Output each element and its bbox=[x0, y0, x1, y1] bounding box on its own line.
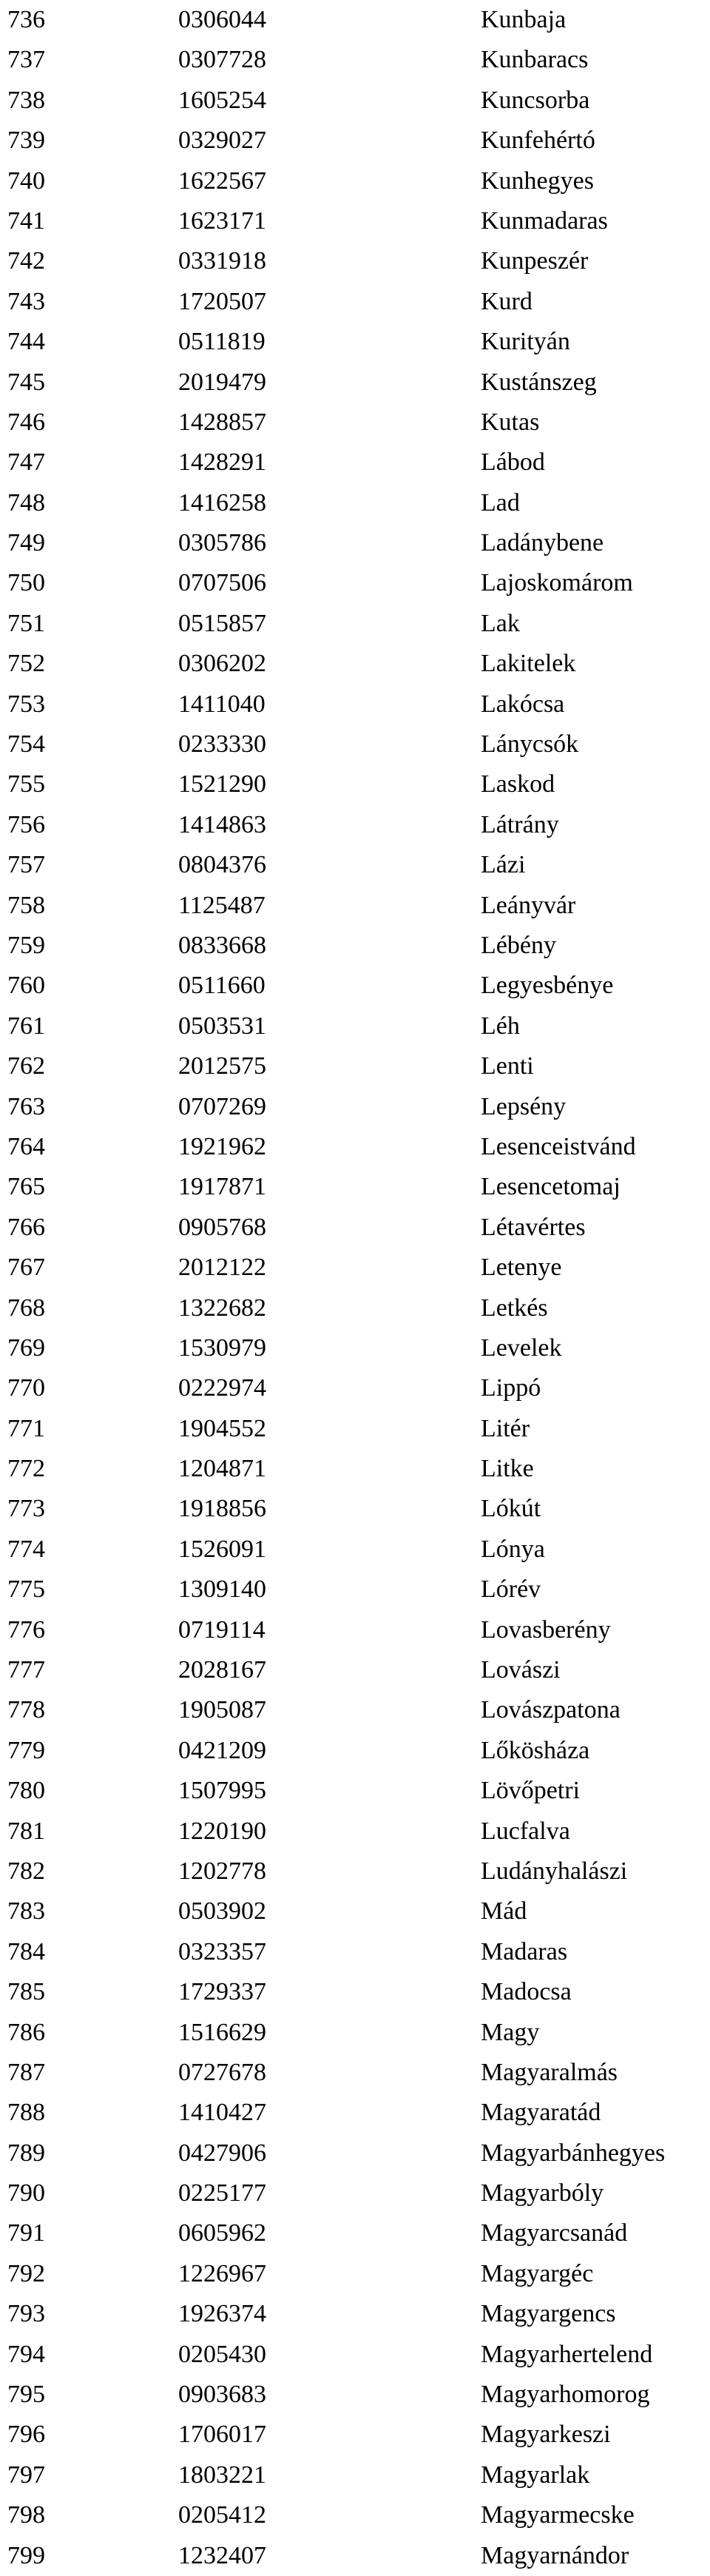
settlement-code: 1623171 bbox=[178, 206, 266, 235]
settlement-code: 1202778 bbox=[178, 1857, 266, 1885]
settlement-name: Kunbaracs bbox=[481, 46, 589, 74]
settlement-name: Kunbaja bbox=[481, 6, 567, 33]
list-row bbox=[0, 2536, 710, 2576]
settlement-code: 2028167 bbox=[178, 1656, 266, 1684]
row-number: 765 bbox=[7, 1173, 45, 1201]
settlement-name: Magyargéc bbox=[481, 2259, 594, 2287]
settlement-code: 1410427 bbox=[178, 2099, 266, 2127]
row-number: 789 bbox=[7, 2139, 45, 2167]
settlement-name: Madocsa bbox=[481, 1978, 572, 2006]
list-row bbox=[0, 2415, 710, 2455]
settlement-name: Lippó bbox=[481, 1374, 541, 1402]
settlement-name: Mád bbox=[481, 1897, 527, 1926]
settlement-name: Lónya bbox=[481, 1535, 545, 1563]
settlement-code: 1905087 bbox=[178, 1696, 266, 1724]
settlement-code: 1526091 bbox=[178, 1535, 266, 1563]
row-number: 772 bbox=[7, 1455, 45, 1483]
row-number: 778 bbox=[7, 1696, 45, 1724]
settlement-code: 1926374 bbox=[178, 2300, 266, 2328]
settlement-name: Kunfehértó bbox=[481, 127, 595, 155]
row-number: 742 bbox=[7, 247, 45, 275]
settlement-code: 1428857 bbox=[178, 408, 266, 436]
list-row bbox=[0, 1852, 710, 1891]
settlement-code: 0329027 bbox=[178, 127, 266, 155]
list-row bbox=[0, 1409, 710, 1449]
row-number: 750 bbox=[7, 569, 45, 597]
settlement-name: Letkés bbox=[481, 1294, 548, 1322]
settlement-code: 1904552 bbox=[178, 1414, 266, 1442]
settlement-code: 1917871 bbox=[178, 1173, 266, 1201]
row-number: 753 bbox=[7, 690, 45, 718]
settlement-name: Magy bbox=[481, 2018, 540, 2046]
row-number: 799 bbox=[7, 2541, 45, 2569]
settlement-name: Lucfalva bbox=[481, 1817, 570, 1845]
settlement-name: Lébény bbox=[481, 931, 556, 959]
settlement-code: 1220190 bbox=[178, 1817, 266, 1845]
list-row bbox=[0, 1489, 710, 1529]
list-row bbox=[0, 2375, 710, 2415]
settlement-code: 0503531 bbox=[178, 1012, 266, 1040]
settlement-code: 2012575 bbox=[178, 1052, 266, 1080]
list-row bbox=[0, 1530, 710, 1570]
row-number: 774 bbox=[7, 1535, 45, 1563]
row-number: 758 bbox=[7, 891, 45, 919]
settlement-name: Magyarbánhegyes bbox=[481, 2139, 666, 2167]
list-row bbox=[0, 604, 710, 644]
row-number: 795 bbox=[7, 2381, 45, 2409]
list-row bbox=[0, 2013, 710, 2053]
row-number: 781 bbox=[7, 1817, 45, 1845]
settlement-code: 2019479 bbox=[178, 368, 266, 396]
list-row bbox=[0, 2173, 710, 2213]
list-row bbox=[0, 644, 710, 684]
list-row bbox=[0, 1368, 710, 1408]
settlement-code: 1507995 bbox=[178, 1777, 266, 1805]
settlement-code: 0833668 bbox=[178, 931, 266, 959]
list-row bbox=[0, 1932, 710, 1972]
list-row bbox=[0, 363, 710, 403]
settlement-name: Ludányhalászi bbox=[481, 1857, 628, 1885]
row-number: 754 bbox=[7, 730, 45, 759]
row-number: 743 bbox=[7, 287, 45, 315]
settlement-code: 0323357 bbox=[178, 1937, 266, 1965]
settlement-name: Magyaralmás bbox=[481, 2058, 618, 2086]
settlement-name: Lesencetomaj bbox=[481, 1173, 621, 1201]
settlement-name: Magyarhertelend bbox=[481, 2340, 653, 2368]
settlement-code: 0205412 bbox=[178, 2501, 266, 2529]
list-row bbox=[0, 1731, 710, 1771]
settlement-code: 1322682 bbox=[178, 1294, 266, 1322]
list-row bbox=[0, 1087, 710, 1127]
list-row bbox=[0, 2093, 710, 2133]
list-row bbox=[0, 685, 710, 724]
list-row bbox=[0, 724, 710, 764]
list-row bbox=[0, 2335, 710, 2375]
list-row bbox=[0, 322, 710, 362]
row-number: 757 bbox=[7, 851, 45, 879]
row-number: 782 bbox=[7, 1857, 45, 1885]
row-number: 748 bbox=[7, 488, 45, 517]
row-number: 736 bbox=[7, 6, 45, 33]
row-number: 738 bbox=[7, 86, 45, 114]
settlement-name: Kunmadaras bbox=[481, 206, 608, 235]
row-number: 749 bbox=[7, 529, 45, 557]
settlement-name: Magyarhomorog bbox=[481, 2381, 650, 2409]
settlement-code: 1232407 bbox=[178, 2541, 266, 2569]
list-row bbox=[0, 1771, 710, 1811]
row-number: 773 bbox=[7, 1495, 45, 1523]
settlement-name: Látrány bbox=[481, 810, 559, 838]
settlement-name: Lak bbox=[481, 609, 520, 637]
settlement-code: 0305786 bbox=[178, 529, 266, 557]
row-number: 796 bbox=[7, 2421, 45, 2449]
settlement-name: Magyargencs bbox=[481, 2300, 616, 2328]
list-row bbox=[0, 1449, 710, 1489]
settlement-code: 0427906 bbox=[178, 2139, 266, 2167]
settlement-code: 1414863 bbox=[178, 810, 266, 838]
list-row bbox=[0, 2133, 710, 2173]
settlement-code: 0905768 bbox=[178, 1213, 266, 1241]
settlement-code: 0903683 bbox=[178, 2381, 266, 2409]
settlement-code: 0306202 bbox=[178, 650, 266, 678]
settlement-code: 1622567 bbox=[178, 167, 266, 195]
list-row bbox=[0, 403, 710, 443]
list-row bbox=[0, 0, 710, 40]
settlement-code: 0804376 bbox=[178, 851, 266, 879]
settlement-code: 0719114 bbox=[178, 1615, 266, 1644]
row-number: 763 bbox=[7, 1092, 45, 1120]
row-number: 783 bbox=[7, 1897, 45, 1926]
list-row bbox=[0, 161, 710, 201]
settlement-name: Kurd bbox=[481, 287, 532, 315]
settlement-name: Magyarkeszi bbox=[481, 2421, 611, 2449]
settlement-code: 1803221 bbox=[178, 2461, 266, 2489]
row-number: 762 bbox=[7, 1052, 45, 1080]
settlement-code: 1226967 bbox=[178, 2259, 266, 2287]
row-number: 791 bbox=[7, 2219, 45, 2247]
row-number: 761 bbox=[7, 1012, 45, 1040]
row-number: 784 bbox=[7, 1937, 45, 1965]
list-row bbox=[0, 2213, 710, 2253]
settlement-name: Lovasberény bbox=[481, 1615, 611, 1644]
settlement-name: Lázi bbox=[481, 851, 526, 879]
row-number: 788 bbox=[7, 2099, 45, 2127]
list-row bbox=[0, 483, 710, 523]
settlement-name: Lesenceistvánd bbox=[481, 1132, 636, 1160]
row-number: 775 bbox=[7, 1575, 45, 1604]
row-number: 790 bbox=[7, 2179, 45, 2207]
list-row bbox=[0, 121, 710, 161]
settlement-name: Lábod bbox=[481, 448, 545, 477]
settlement-code: 1125487 bbox=[178, 891, 266, 919]
settlement-name: Kutas bbox=[481, 408, 540, 436]
settlement-code: 1204871 bbox=[178, 1455, 266, 1483]
settlement-name: Lovászi bbox=[481, 1656, 561, 1684]
settlement-name: Leányvár bbox=[481, 891, 576, 919]
row-number: 747 bbox=[7, 448, 45, 477]
settlement-code: 0233330 bbox=[178, 730, 266, 759]
list-row bbox=[0, 1167, 710, 1207]
settlement-name: Lajoskomárom bbox=[481, 569, 633, 597]
list-row bbox=[0, 1972, 710, 2012]
settlement-name: Levelek bbox=[481, 1334, 562, 1362]
row-number: 780 bbox=[7, 1777, 45, 1805]
list-row bbox=[0, 443, 710, 482]
settlement-code: 1530979 bbox=[178, 1334, 266, 1362]
row-number: 787 bbox=[7, 2058, 45, 2086]
settlement-code: 1918856 bbox=[178, 1495, 266, 1523]
row-number: 751 bbox=[7, 609, 45, 637]
list-row bbox=[0, 523, 710, 563]
row-number: 760 bbox=[7, 972, 45, 1000]
settlement-code: 1605254 bbox=[178, 86, 266, 114]
list-row bbox=[0, 2455, 710, 2495]
settlement-code: 0225177 bbox=[178, 2179, 266, 2207]
settlement-code: 0222974 bbox=[178, 1374, 266, 1402]
row-number: 739 bbox=[7, 127, 45, 155]
row-number: 752 bbox=[7, 650, 45, 678]
list-row bbox=[0, 1127, 710, 1167]
settlement-code: 0707506 bbox=[178, 569, 266, 597]
settlement-name: Lórév bbox=[481, 1575, 541, 1604]
settlement-name: Magyarmecske bbox=[481, 2501, 635, 2529]
row-number: 797 bbox=[7, 2461, 45, 2489]
row-number: 794 bbox=[7, 2340, 45, 2368]
settlement-code: 0306044 bbox=[178, 6, 266, 33]
settlement-name: Lakitelek bbox=[481, 650, 576, 678]
row-number: 786 bbox=[7, 2018, 45, 2046]
settlement-code: 1428291 bbox=[178, 448, 266, 477]
list-row bbox=[0, 2294, 710, 2334]
list-row bbox=[0, 1610, 710, 1650]
settlement-code: 0307728 bbox=[178, 46, 266, 74]
settlement-code: 1921962 bbox=[178, 1132, 266, 1160]
row-number: 766 bbox=[7, 1213, 45, 1241]
list-row bbox=[0, 1690, 710, 1730]
settlement-code: 0503902 bbox=[178, 1897, 266, 1926]
settlement-code: 1521290 bbox=[178, 770, 266, 798]
settlement-name: Lőkösháza bbox=[481, 1736, 590, 1764]
settlement-code: 1411040 bbox=[178, 690, 266, 718]
settlement-code: 2012122 bbox=[178, 1254, 266, 1282]
list-row bbox=[0, 2495, 710, 2535]
settlement-name: Lánycsók bbox=[481, 730, 579, 759]
settlement-code: 1309140 bbox=[178, 1575, 266, 1604]
row-number: 769 bbox=[7, 1334, 45, 1362]
settlement-name: Léh bbox=[481, 1012, 520, 1040]
row-number: 771 bbox=[7, 1414, 45, 1442]
settlement-name: Lepsény bbox=[481, 1092, 567, 1120]
list-row bbox=[0, 2254, 710, 2294]
list-row bbox=[0, 1208, 710, 1248]
row-number: 746 bbox=[7, 408, 45, 436]
settlement-name: Lad bbox=[481, 488, 520, 517]
settlement-name: Letenye bbox=[481, 1254, 562, 1282]
settlement-name: Lovászpatona bbox=[481, 1696, 621, 1724]
settlement-code: 0605962 bbox=[178, 2219, 266, 2247]
row-number: 792 bbox=[7, 2259, 45, 2287]
list-row bbox=[0, 282, 710, 322]
row-number: 755 bbox=[7, 770, 45, 798]
list-row bbox=[0, 1288, 710, 1328]
row-number: 776 bbox=[7, 1615, 45, 1644]
settlement-name: Lókút bbox=[481, 1495, 541, 1523]
list-row bbox=[0, 845, 710, 885]
list-row bbox=[0, 1570, 710, 1610]
settlement-name: Laskod bbox=[481, 770, 555, 798]
list-row bbox=[0, 1328, 710, 1368]
list-row bbox=[0, 1891, 710, 1931]
list-row bbox=[0, 241, 710, 281]
row-number: 744 bbox=[7, 328, 45, 356]
list-row bbox=[0, 40, 710, 80]
row-number: 779 bbox=[7, 1736, 45, 1764]
list-row bbox=[0, 563, 710, 603]
row-number: 745 bbox=[7, 368, 45, 396]
settlement-name: Legyesbénye bbox=[481, 972, 614, 1000]
list-row bbox=[0, 1046, 710, 1086]
settlement-name: Magyarcsanád bbox=[481, 2219, 628, 2247]
settlement-name: Litke bbox=[481, 1455, 534, 1483]
settlement-code: 1416258 bbox=[178, 488, 266, 517]
list-row bbox=[0, 81, 710, 121]
settlement-name: Magyarlak bbox=[481, 2461, 590, 2489]
settlement-name: Ladánybene bbox=[481, 529, 604, 557]
row-number: 777 bbox=[7, 1656, 45, 1684]
settlement-code: 0515857 bbox=[178, 609, 266, 637]
settlement-code: 0421209 bbox=[178, 1736, 266, 1764]
row-number: 737 bbox=[7, 46, 45, 74]
settlement-code: 0707269 bbox=[178, 1092, 266, 1120]
list-row bbox=[0, 1650, 710, 1690]
settlement-name: Kuncsorba bbox=[481, 86, 590, 114]
list-row bbox=[0, 1812, 710, 1852]
row-number: 793 bbox=[7, 2300, 45, 2328]
settlement-name: Kurityán bbox=[481, 328, 570, 356]
settlement-name: Madaras bbox=[481, 1937, 568, 1965]
settlement-name: Magyarbóly bbox=[481, 2179, 604, 2207]
settlement-name: Kunpeszér bbox=[481, 247, 589, 275]
settlement-code: 0205430 bbox=[178, 2340, 266, 2368]
list-row bbox=[0, 764, 710, 804]
settlement-code: 0511819 bbox=[178, 328, 266, 356]
list-row bbox=[0, 966, 710, 1006]
settlement-code: 0511660 bbox=[178, 972, 266, 1000]
settlement-name: Lenti bbox=[481, 1052, 534, 1080]
list-row bbox=[0, 201, 710, 241]
list-row bbox=[0, 926, 710, 966]
settlement-name: Lakócsa bbox=[481, 690, 565, 718]
row-number: 798 bbox=[7, 2501, 45, 2529]
settlement-code: 0331918 bbox=[178, 247, 266, 275]
row-number: 767 bbox=[7, 1254, 45, 1282]
row-number: 764 bbox=[7, 1132, 45, 1160]
settlement-name: Litér bbox=[481, 1414, 530, 1442]
settlement-code: 1729337 bbox=[178, 1978, 266, 2006]
row-number: 740 bbox=[7, 167, 45, 195]
row-number: 741 bbox=[7, 206, 45, 235]
list-row bbox=[0, 805, 710, 845]
settlement-name: Lövőpetri bbox=[481, 1777, 581, 1805]
settlement-code: 1706017 bbox=[178, 2421, 266, 2449]
settlement-name: Magyaratád bbox=[481, 2099, 601, 2127]
row-number: 770 bbox=[7, 1374, 45, 1402]
row-number: 785 bbox=[7, 1978, 45, 2006]
settlement-name: Kunhegyes bbox=[481, 167, 594, 195]
row-number: 768 bbox=[7, 1294, 45, 1322]
list-row bbox=[0, 1248, 710, 1288]
list-row bbox=[0, 1006, 710, 1046]
settlement-code: 0727678 bbox=[178, 2058, 266, 2086]
settlement-code: 1720507 bbox=[178, 287, 266, 315]
settlement-code: 1516629 bbox=[178, 2018, 266, 2046]
row-number: 759 bbox=[7, 931, 45, 959]
list-row bbox=[0, 2053, 710, 2093]
settlement-name: Magyarnándor bbox=[481, 2541, 629, 2569]
row-number: 756 bbox=[7, 810, 45, 838]
settlement-name: Kustánszeg bbox=[481, 368, 597, 396]
settlement-name: Létavértes bbox=[481, 1213, 586, 1241]
list-row bbox=[0, 886, 710, 926]
